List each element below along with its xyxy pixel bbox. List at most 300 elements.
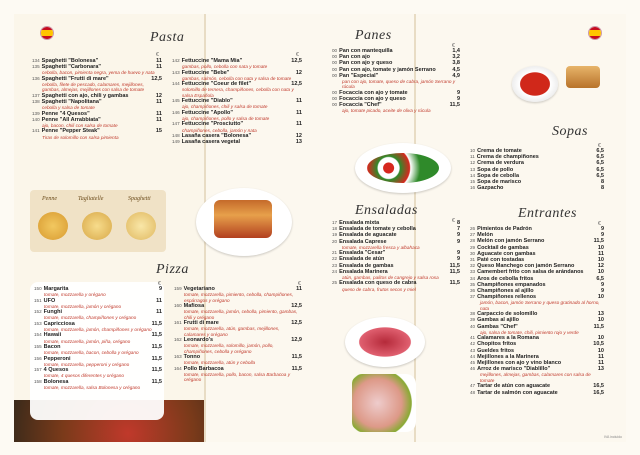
item-price: 11: [156, 309, 162, 316]
item-price: 11: [156, 116, 162, 123]
item-number: 135: [32, 64, 40, 70]
item-name: Sopa de marisco: [477, 179, 522, 186]
item-name: Aros de cebolla fritos: [477, 275, 534, 282]
menu-item: [174, 366, 302, 372]
spain-flag-icon: [40, 26, 54, 40]
item-number: 27: [470, 232, 476, 238]
item-number: 23: [332, 262, 338, 268]
pasta-shape-label: Tagliatelle: [78, 196, 104, 202]
item-price: 11,5: [291, 365, 302, 372]
item-number: 146: [172, 109, 180, 115]
item-name: Focaccia con ajo y tomate: [339, 89, 408, 96]
item-name: Chopitos fritos: [477, 341, 517, 348]
item-name: Penne "All Arrabbiata": [41, 116, 101, 123]
item-number: 45: [470, 360, 476, 366]
lasagna-image: [196, 188, 292, 256]
item-number: 159: [174, 286, 182, 291]
item-description: ajo, champiñones, pollo y salsa de tomate: [182, 116, 270, 122]
item-price: 12,5: [291, 303, 302, 310]
item-number: 38: [470, 311, 476, 317]
item-name: Penne "4 Quesos": [41, 110, 90, 117]
section-title-panes: Panes: [355, 28, 392, 43]
item-number: 164: [174, 365, 182, 371]
item-number: 00: [332, 96, 338, 102]
item-name: Gambas "Chef": [477, 323, 518, 330]
menu-item: [470, 366, 604, 372]
item-number: 48: [470, 389, 476, 395]
item-price: 12,5: [151, 75, 162, 82]
item-name: Fettuccine "Prosciutto": [181, 121, 244, 128]
item-name: Crema de champiñones: [476, 154, 539, 161]
item-number: 18: [332, 226, 338, 232]
panes-list: [332, 48, 460, 114]
item-name: Pimientos de Padrón: [477, 226, 532, 232]
item-number: 36: [470, 288, 476, 294]
item-price: 12,5: [291, 320, 302, 327]
item-price: 11: [296, 121, 302, 128]
item-number: 42: [470, 341, 476, 347]
item-number: 16: [470, 185, 476, 191]
menu-item: [174, 320, 302, 326]
item-description: tomate, mozzarella, pepperoni y orégano: [44, 361, 130, 367]
item-price: 9: [456, 238, 460, 245]
menu-item: [172, 70, 302, 76]
item-price: 7: [456, 226, 460, 233]
menu-item: [174, 286, 302, 292]
item-price: 9: [600, 281, 604, 288]
item-number: 153: [34, 320, 42, 326]
item-description: jamón, bacon, jamón Serrano y queso gratinado al horno, nata: [480, 300, 600, 311]
item-price: 9: [158, 286, 162, 292]
item-number: 152: [34, 309, 42, 315]
item-description: gambas, pollo, cebolla con nata y tomate: [182, 64, 268, 70]
item-name: Spaghetti con ajo, chili y gambas: [41, 92, 129, 99]
item-number: 155: [34, 344, 42, 350]
menu-item: [32, 99, 162, 105]
item-price: 11,5: [449, 268, 460, 275]
item-price: 9: [456, 89, 460, 96]
item-description: ajo, bacon, chili con salsa de tomate: [42, 123, 118, 129]
item-description: tomate, mozzarella, pimiento, cebolla, champiñones, espárragos y orégano: [184, 292, 294, 303]
item-number: 32: [470, 263, 476, 269]
item-description: tomate, mozzarella, salsa Bolonesa y orégano: [44, 385, 141, 391]
item-price: 11,5: [593, 238, 604, 245]
item-name: Arroz de marisco "Diablillo": [477, 366, 551, 373]
currency-label: €: [158, 281, 161, 287]
carpaccio-image: [345, 317, 425, 367]
item-price: 11,5: [151, 332, 162, 339]
item-name: Bacon: [43, 344, 61, 351]
item-price: 10: [597, 294, 604, 301]
item-price: 10: [597, 317, 604, 324]
item-price: 10: [597, 335, 604, 342]
item-description: solomillo de ternera, champiñones, cebolla con nata y salsa Española: [182, 87, 294, 98]
item-name: Gazpacho: [477, 185, 504, 192]
menu-item: [172, 110, 302, 116]
item-number: 00: [332, 60, 338, 66]
item-description: champiñones, cebolla, jamón y nata: [182, 127, 257, 133]
menu-item: [332, 280, 460, 286]
menu-item: [34, 344, 162, 350]
item-description: gambas, salmón, cebolla con nata y salsa de tomate: [182, 75, 292, 81]
bread-image: [566, 66, 600, 88]
item-price: 11: [598, 353, 604, 360]
item-name: Paté con tostadas: [477, 257, 525, 264]
menu-item: [332, 73, 460, 79]
item-number: 162: [174, 337, 182, 343]
item-name: Sopa de cebolla: [477, 172, 519, 179]
item-description: tomate, mozzarella, solomillo, jamón, pollo, champiñones, cebolla y orégano: [184, 343, 274, 354]
item-number: 35: [470, 281, 476, 287]
item-name: Focaccia "Chef": [339, 102, 382, 109]
item-number: 149: [172, 139, 180, 145]
sopas-list: [470, 148, 604, 191]
item-name: Pepperoni: [43, 355, 71, 362]
menu-item: [470, 324, 604, 330]
item-number: 46: [470, 366, 476, 372]
item-price: 11,5: [449, 262, 460, 269]
item-number: 41: [470, 335, 476, 341]
item-name: Melón: [477, 232, 494, 239]
item-name: Fettuccine "Diablo": [181, 98, 233, 105]
item-description: tomate, mozzarella, pollo, bacon, salsa Barbacoa y orégano: [184, 371, 291, 383]
item-name: Fettuccine "Bebe": [181, 69, 230, 76]
item-number: 137: [32, 92, 40, 98]
item-number: 143: [172, 69, 180, 75]
item-number: 163: [174, 354, 182, 360]
item-number: 161: [174, 320, 182, 326]
item-description: queso de cabra, frutos secos y miel: [342, 286, 416, 292]
item-number: 157: [34, 367, 42, 373]
menu-item: [34, 286, 162, 292]
item-price: 3,8: [452, 60, 460, 67]
menu-item: [172, 58, 302, 64]
item-number: 14: [470, 172, 476, 178]
item-name: Pan con ajo, tomate y jamón Serrano: [339, 66, 436, 73]
item-price: 11: [156, 297, 162, 304]
menu-item: [34, 298, 162, 304]
section-title-entrantes: Entrantes: [518, 206, 577, 221]
section-title-ensaladas: Ensaladas: [355, 203, 418, 218]
item-number: 12: [470, 160, 476, 166]
item-price: 3,2: [452, 54, 460, 61]
spain-flag-icon: [588, 26, 602, 40]
item-number: 25: [332, 280, 338, 286]
item-name: Champiñones empanados: [477, 281, 546, 288]
item-price: 11: [156, 58, 162, 64]
item-name: Leonardo's: [183, 337, 214, 344]
item-number: 44: [470, 353, 476, 359]
item-number: 158: [34, 378, 42, 384]
currency-label: €: [598, 143, 601, 149]
item-number: 00: [332, 89, 338, 95]
item-name: Vegetariano: [183, 286, 215, 292]
item-number: 40: [470, 323, 476, 329]
soup-image: [512, 66, 558, 102]
item-description: pan con ajo, tomate, queso de cabra, jamón Serrano y rúcula: [342, 79, 456, 90]
menu-item: [172, 81, 302, 87]
item-name: Champiñones al ajillo: [477, 288, 534, 295]
penne-image: [38, 212, 68, 240]
item-name: Fettuccine "Apollo": [181, 109, 234, 116]
pasta-list-left: [32, 58, 162, 140]
item-price: 9: [456, 256, 460, 263]
item-name: Camembert frito con salsa de arándanos: [477, 269, 584, 276]
pasta-shape-label: Penne: [42, 196, 57, 202]
item-name: Funghi: [43, 309, 62, 316]
item-price: 12,5: [291, 58, 302, 64]
item-number: 156: [34, 355, 42, 361]
item-name: Pan "Especial": [339, 72, 379, 79]
item-description: tomate, 4 quesos diferentes y orégano: [44, 373, 124, 379]
item-number: 31: [470, 257, 476, 263]
item-price: 10: [597, 269, 604, 276]
item-price: 12,9: [291, 337, 302, 344]
item-name: Ensalada de tomate y cebolla: [339, 226, 416, 233]
menu-item: [32, 128, 162, 134]
ham-melon-image: [352, 374, 416, 432]
item-name: Crema de verdura: [477, 160, 524, 167]
item-description: tomate, mozzarella fresca y albahaca: [342, 244, 420, 250]
item-name: Pan con mantequilla: [339, 48, 393, 54]
item-price: 4,9: [452, 72, 460, 79]
menu-item: [174, 303, 302, 309]
item-price: 11: [296, 98, 302, 105]
item-description: atún, gambas, palitos de cangrejo y salsa rosa: [342, 275, 439, 281]
menu-item: [34, 332, 162, 338]
item-name: Cocktail de gambas: [477, 244, 529, 251]
item-name: Ensalada "Cesar": [339, 250, 386, 257]
item-description: Tiras de solomillo con salsa pimienta: [42, 134, 119, 140]
currency-label: €: [452, 43, 455, 49]
item-price: 9: [456, 96, 460, 103]
item-name: Ensalada Marinera: [339, 268, 388, 275]
item-name: Spaghetti "Bolonesa": [41, 58, 99, 64]
menu-item: [470, 390, 604, 396]
item-description: cebolla, bacon, pimienta negra, yema de huevo y nata: [42, 70, 155, 76]
item-number: 140: [32, 116, 40, 122]
item-name: Frutti di mare: [183, 320, 219, 327]
item-price: 12,5: [291, 81, 302, 88]
item-number: 30: [470, 250, 476, 256]
item-number: 19: [332, 232, 338, 238]
item-name: Champiñones rellenos: [477, 294, 537, 301]
item-number: 00: [332, 54, 338, 60]
item-price: 8: [456, 220, 460, 226]
item-number: 141: [32, 128, 40, 134]
currency-label: €: [296, 52, 299, 58]
menu-item: [32, 117, 162, 123]
item-description: tomate, mozzarella, atún, gambas, mejillones, calamares y orégano: [184, 326, 280, 337]
item-name: Penne "Pepper Steak": [41, 128, 100, 135]
ensaladas-list: [332, 220, 460, 292]
item-price: 6,5: [596, 148, 604, 154]
menu-item: [34, 367, 162, 373]
item-number: 24: [332, 268, 338, 274]
item-number: 160: [174, 303, 182, 309]
item-number: 20: [332, 238, 338, 244]
item-number: 28: [470, 238, 476, 244]
menu-item: [34, 321, 162, 327]
item-price: 11: [598, 360, 604, 367]
item-description: tomate, mozzarella, jamón y orégano: [44, 303, 122, 309]
item-number: 00: [332, 72, 338, 78]
item-name: Ensalada mixta: [339, 220, 380, 226]
pizza-list-left: [34, 286, 162, 390]
item-price: 13: [295, 139, 302, 146]
item-number: 43: [470, 347, 476, 353]
item-description: cebolla y salsa de tomate: [42, 105, 95, 111]
item-name: Focaccia con ajo y queso: [339, 96, 406, 103]
item-price: 8: [600, 185, 604, 192]
currency-label: €: [452, 218, 455, 224]
item-price: 13: [597, 311, 604, 318]
menu-item: [470, 294, 604, 300]
item-name: Fettuccine "Mama Mia": [181, 58, 243, 64]
item-price: 1,4: [452, 48, 460, 54]
item-price: 9: [600, 288, 604, 295]
item-name: Ensalada Caprese: [339, 238, 387, 245]
entrantes-list: [470, 226, 604, 396]
item-name: Mejillones con ajo y vino blanco: [477, 360, 562, 367]
item-description: tomate, mozzarella, jamón, cebolla, pimiento, gambas, chili y orégano: [184, 309, 298, 320]
item-number: 21: [332, 250, 338, 256]
item-name: Ensalada con queso de cabra: [339, 280, 417, 287]
menu-item: [470, 185, 604, 191]
item-description: mejillones, almejas, gambas, calamares con salsa de tomate: [480, 372, 591, 383]
item-number: 10: [470, 148, 476, 153]
pasta-list-right: [172, 58, 302, 145]
item-number: 47: [470, 383, 476, 389]
item-number: 145: [172, 98, 180, 104]
caprese-salad-image: [355, 143, 451, 193]
item-description: ajo, salsa de tomate, chili, pimiento rojo y verde: [480, 329, 579, 335]
item-name: Ensalada de gambas: [339, 262, 394, 269]
item-price: 6,5: [596, 275, 604, 282]
menu-item: [172, 139, 302, 145]
item-name: UFO: [43, 297, 56, 304]
item-price: 10,5: [593, 341, 604, 348]
item-name: Spaghetti "Carbonara": [41, 64, 101, 71]
item-description: ajo, tomate picado, aceite de oliva y rúcula: [342, 108, 431, 114]
item-price: 9: [600, 226, 604, 232]
menu-item: [34, 379, 162, 385]
menu-item: [32, 64, 162, 70]
spaghetti-image: [126, 212, 156, 240]
item-price: 6,5: [596, 172, 604, 179]
menu-item: [332, 102, 460, 108]
item-name: Capricciosa: [43, 320, 75, 327]
item-name: Pollo Barbacoa: [183, 365, 224, 372]
item-price: 15: [155, 128, 162, 135]
item-number: 11: [470, 154, 475, 160]
item-price: 11,5: [151, 355, 162, 362]
item-price: 11: [598, 250, 604, 257]
item-number: 144: [172, 81, 180, 87]
menu-item: [32, 76, 162, 82]
item-price: 12: [597, 263, 604, 270]
item-price: 6,5: [596, 154, 604, 161]
menu-item: [174, 337, 302, 343]
item-number: 15: [470, 179, 476, 185]
menu-item: [332, 269, 460, 275]
item-number: 37: [470, 294, 476, 300]
item-name: Melón con jamón Serrano: [477, 238, 545, 245]
item-price: 11,5: [449, 102, 460, 109]
item-price: 11: [156, 110, 162, 117]
currency-label: €: [298, 281, 301, 287]
item-price: 16,5: [593, 389, 604, 396]
item-price: 4,5: [452, 66, 460, 73]
item-price: 9: [456, 250, 460, 257]
menu-item: [172, 98, 302, 104]
item-number: 139: [32, 110, 40, 116]
item-name: Tonno: [183, 354, 201, 361]
item-number: 136: [32, 75, 40, 81]
item-price: 11,5: [151, 344, 162, 351]
menu-item: [34, 309, 162, 315]
item-price: 6,5: [596, 166, 604, 173]
item-name: Gambas al ajillo: [477, 317, 520, 324]
item-price: 11,5: [151, 367, 162, 374]
item-description: ajo, champiñones, chili y salsa de tomate: [182, 104, 268, 110]
item-name: Ensalada de aguacate: [339, 232, 397, 239]
item-number: 34: [470, 275, 476, 281]
item-number: 148: [172, 133, 180, 139]
item-number: 147: [172, 121, 180, 127]
item-name: Sopa de pollo: [477, 166, 514, 173]
item-number: 22: [332, 256, 338, 262]
item-name: Lasaña casera "Bolonesa": [181, 133, 252, 140]
item-price: 11: [156, 99, 162, 106]
item-description: tomate, mozzarella, champiñones y orégano: [44, 315, 137, 321]
menu-item: [332, 239, 460, 245]
item-price: 9: [456, 232, 460, 239]
item-name: Margarita: [43, 286, 69, 292]
tagliatelle-image: [82, 212, 112, 240]
item-number: 29: [470, 244, 476, 250]
currency-label: €: [598, 221, 601, 227]
item-description: tomate, mozzarella, jamón, piña, orégano: [44, 338, 131, 344]
item-price: 16,5: [593, 383, 604, 390]
item-name: Queso Manchego con jamón Serrano: [477, 263, 575, 270]
item-price: 13: [597, 366, 604, 373]
item-price: 11,5: [151, 320, 162, 327]
item-name: Ensalada de atún: [339, 256, 385, 263]
item-price: 11: [296, 109, 302, 116]
item-number: 142: [172, 58, 180, 63]
item-name: Fettuccine "Coeur de filet": [181, 81, 252, 88]
item-description: cebolla, filete de pescado, calamares, mejillones, gambas, almejas, mejillones con salsa de tomate: [42, 82, 145, 93]
section-title-pizza: Pizza: [156, 262, 189, 277]
item-price: 12: [295, 133, 302, 140]
menu-item: [174, 354, 302, 360]
item-price: 10: [597, 347, 604, 354]
item-price: 10: [597, 244, 604, 251]
pasta-shapes-box: [30, 190, 166, 252]
item-number: 00: [332, 66, 338, 72]
item-price: 11,5: [593, 323, 604, 330]
item-number: 26: [470, 226, 476, 231]
item-description: tomate, mozzarella, jamón, champiñones y orégano: [44, 327, 152, 333]
item-price: 12: [295, 69, 302, 76]
item-price: 11,5: [151, 378, 162, 385]
item-name: Hawaii: [43, 332, 62, 339]
currency-label: €: [156, 52, 159, 58]
item-number: 138: [32, 99, 40, 105]
item-price: 11,5: [449, 280, 460, 287]
item-name: Gueldes fritos: [477, 347, 515, 354]
